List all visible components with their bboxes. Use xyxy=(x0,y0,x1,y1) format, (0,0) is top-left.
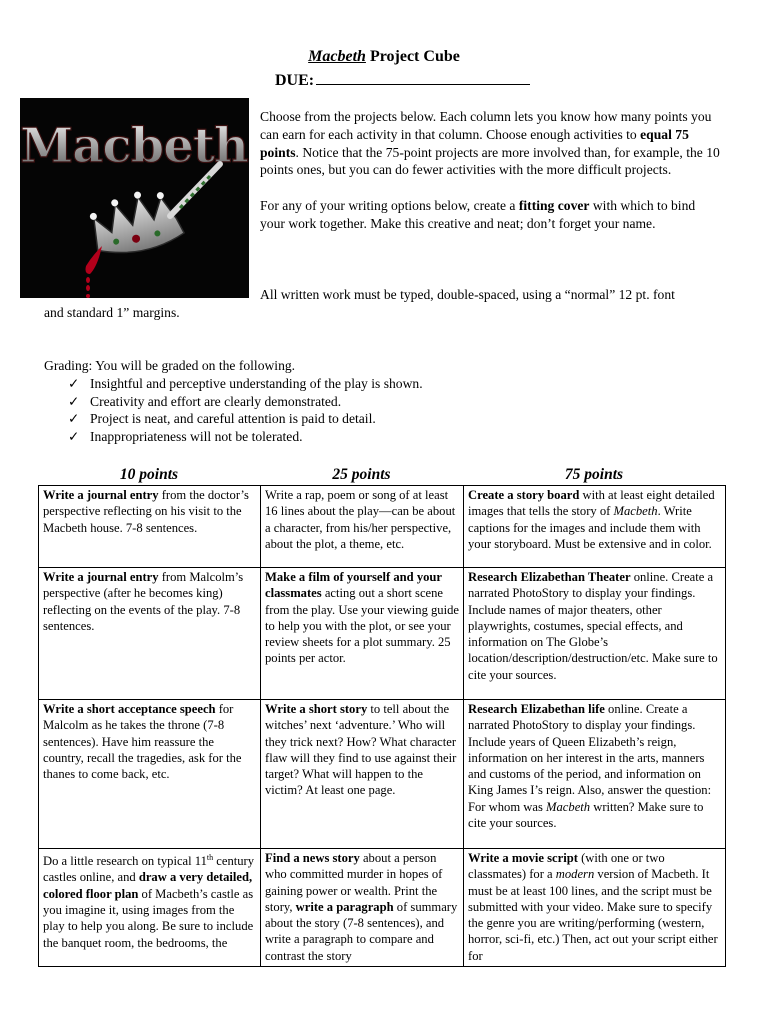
table-row xyxy=(39,486,726,568)
formatting-line-2: and standard 1” margins. xyxy=(44,304,180,320)
table-row xyxy=(39,849,726,967)
project-description: about a person who committed murder in hopes of gaining power or wealth. Print the story, xyxy=(265,851,443,914)
instructions-emphasis: fitting cover xyxy=(518,197,590,213)
project-description: Do a little research on typical 11 xyxy=(43,854,207,869)
grading-label: Grading: You will be graded on the following. xyxy=(44,358,296,373)
project-description: for Malcolm as he takes the throne (7-8 sentences). Have him reassure the country, recall the tragedies, ask for the thanes to come back, etc. xyxy=(43,702,242,782)
project-description: from Malcolm’s perspective (after he becomes king) reflecting on the events of the play. 7-8 sentences. xyxy=(43,570,244,633)
play-title: Macbeth xyxy=(613,504,658,519)
project-title: Research Elizabethan life xyxy=(468,702,605,716)
project-cell xyxy=(39,486,261,568)
play-title: Macbeth xyxy=(546,799,591,814)
project-cell xyxy=(39,568,261,700)
project-cell xyxy=(464,486,726,568)
project-cell xyxy=(39,849,261,967)
project-description: to tell about the witches’ next ‘adventure.’ Who will they trick next? How? What character flaw will they find to use against their target? What will happen to the victim? At least one page. xyxy=(265,702,457,798)
project-title: Write a movie script xyxy=(468,851,578,865)
instructions-text: with which to bind your work together. Make this creative and neat; don’t forget your name. xyxy=(260,197,696,231)
column-header-25-points: 25 points xyxy=(332,466,391,483)
instructions-emphasis: equal 75 points xyxy=(260,126,689,160)
title-play-name: Macbeth xyxy=(308,48,366,65)
title-suffix: Project Cube xyxy=(365,48,460,65)
instructions-paragraph-2 xyxy=(260,197,720,233)
project-description: online. Create a narrated PhotoStory to display your findings. Include years of Queen Elizabeth’s reign, information on her interest in the arts, manners and customs of the period, and information on King James I’s reign. Also, answer the question: For whom was xyxy=(468,702,712,814)
project-description: (with one or two classmates) for a xyxy=(468,851,665,882)
grading-criterion xyxy=(68,428,724,446)
logo-wordmark: Macbeth xyxy=(20,118,248,174)
instructions-text: Choose from the projects below. Each column lets you know how many points you can earn for each activity in that column. Choose enough activities to xyxy=(260,109,712,142)
ordinal-suffix: th xyxy=(206,853,214,862)
project-description: Write a rap, poem or song of at least 16 lines about the play—can be about a character, from his/her perspective, about the plot, a theme, etc. xyxy=(265,488,456,551)
project-title: Create a story board xyxy=(468,488,580,502)
check-icon: ✓ xyxy=(68,429,80,445)
project-table xyxy=(38,485,726,967)
criterion-text: Insightful and perceptive understanding of the play is shown. xyxy=(90,375,423,391)
emphasis-word: modern xyxy=(555,867,595,882)
column-header-10-points: 10 points xyxy=(119,466,179,483)
check-icon: ✓ xyxy=(68,393,80,409)
project-title: Write a journal entry xyxy=(43,570,159,584)
project-description: acting out a short scene from the play. Use your viewing guide to help you with the plot, or see your review sheets for a plot summary. 25 points per actor. xyxy=(265,586,459,666)
project-title: draw a very detailed, colored floor plan xyxy=(43,870,253,901)
criterion-text: Inappropriateness will not be tolerated. xyxy=(90,429,303,445)
project-cell xyxy=(464,700,726,849)
project-cell xyxy=(261,568,464,700)
project-title: Research Elizabethan Theater xyxy=(468,570,631,584)
project-cell xyxy=(261,486,464,568)
project-description: century castles online, and xyxy=(43,854,255,885)
project-title: Write a short story xyxy=(265,702,368,716)
grading-criterion xyxy=(68,410,724,428)
column-headers xyxy=(38,466,725,486)
table-row xyxy=(39,700,726,849)
criterion-text: Creativity and effort are clearly demonstrated. xyxy=(90,393,342,409)
project-title: Make a film of yourself and your classmates xyxy=(265,570,442,601)
formatting-requirements xyxy=(44,286,724,322)
project-title: Write a journal entry xyxy=(43,488,159,502)
project-description: of summary about the story (7-8 sentences), and write a paragraph to compare and contrast the story xyxy=(265,899,458,963)
crown-icon xyxy=(86,183,186,261)
project-description: from the doctor’s perspective reflecting on his visit to the Macbeth house. 7-8 sentences. xyxy=(43,488,249,535)
check-icon: ✓ xyxy=(68,411,80,427)
table-row xyxy=(39,568,726,700)
project-cell xyxy=(39,700,261,849)
page-title xyxy=(0,48,768,66)
project-description: with at least eight detailed images that tells the story of xyxy=(468,488,715,519)
instructions xyxy=(260,108,720,250)
instructions-text: . Notice that the 75-point projects are more involved than, for example, the 10 points ones, but you can do fewer activities with the more difficult projects. xyxy=(260,144,720,178)
project-title: Write a short acceptance speech xyxy=(43,702,216,716)
project-description: online. Create a narrated PhotoStory to display your findings. Include names of major theaters, other playwrights, costumes, special effects, and information on The Globe’s location/description/destruction/etc. Make sure to cite your sources. xyxy=(468,570,718,682)
instructions-paragraph-1 xyxy=(260,108,720,179)
column-header-75-points: 75 points xyxy=(564,466,624,483)
grading-criteria-list xyxy=(44,375,724,446)
check-icon: ✓ xyxy=(68,375,80,391)
project-cell xyxy=(261,849,464,967)
grading-criterion xyxy=(68,393,724,411)
project-title: Find a news story xyxy=(265,851,360,865)
macbeth-logo-art xyxy=(20,98,249,298)
macbeth-logo-image xyxy=(20,98,249,298)
project-description: . Write captions for the images and include them with your storyboard. Must be extensive and in color. xyxy=(468,504,712,551)
instructions-text: For any of your writing options below, create a xyxy=(260,197,519,213)
criterion-text: Project is neat, and careful attention is paid to detail. xyxy=(90,411,376,427)
due-date-blank xyxy=(316,70,530,85)
project-description: of Macbeth’s castle as you imagine it, using images from the play to help you along. Be sure to include the banquet room, the bedrooms, the xyxy=(43,886,254,950)
project-cell xyxy=(464,568,726,700)
due-date-field xyxy=(275,70,530,90)
project-cell xyxy=(261,700,464,849)
project-description: written? Make sure to cite your sources. xyxy=(468,799,704,831)
project-cell xyxy=(464,849,726,967)
project-description: version of Macbeth. It must be at least 100 lines, and the script must be submitted with your video. Make sure to specify the genre you are writing/performing (western, horror, sci-fi, etc.) Then, act out your script either for xyxy=(468,867,718,963)
grading-section xyxy=(44,357,724,446)
grading-criterion xyxy=(68,375,724,393)
project-title: write a paragraph xyxy=(295,899,394,914)
due-label: DUE: xyxy=(275,72,315,89)
formatting-line-1: All written work must be typed, double-spaced, using a “normal” 12 pt. font xyxy=(260,287,675,302)
